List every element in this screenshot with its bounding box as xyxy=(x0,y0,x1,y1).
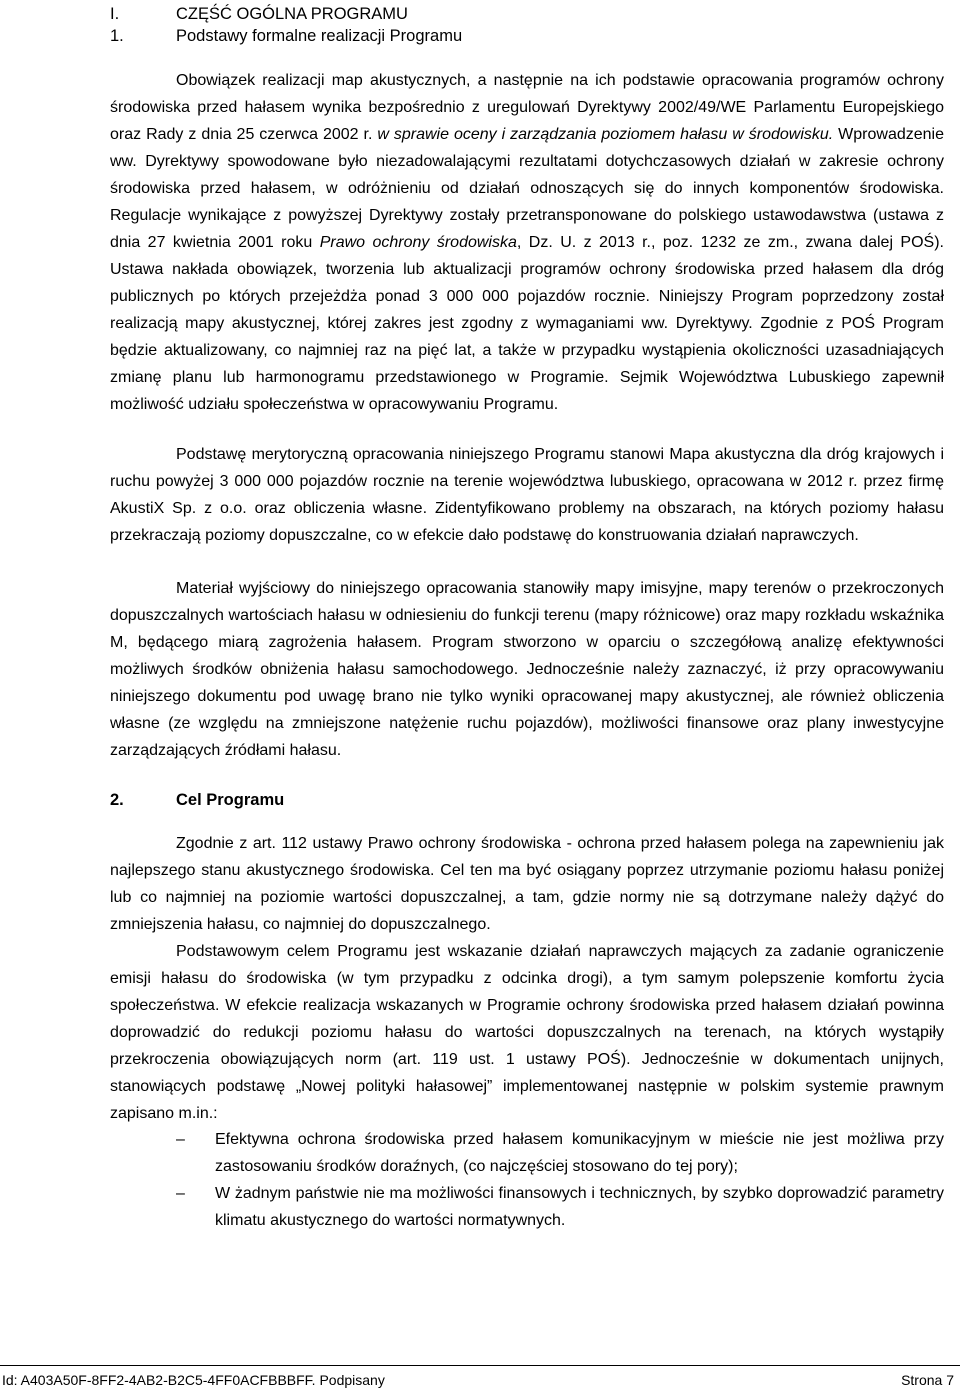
chapter-number: I. xyxy=(110,5,120,23)
section-2-heading xyxy=(110,789,284,811)
section-1-paragraph-2: Podstawę merytoryczną opracowania niniejszego Programu stanowi Mapa akustyczna dla dróg krajowych i ruchu powyżej 3 000 000 pojazdów rocznie na terenie województwa lubuskiego, opracowana w 2012 r. przez firmę AkustiX Sp. z o.o. oraz obliczenia własne. Zidentyfikowano problemy na obszarach, na których poziomy hałasu przekraczają poziomy dopuszczalne, co w efekcie dało podstawę do konstruowania działań naprawczych. xyxy=(110,446,944,544)
list-item: – Efektywna ochrona środowiska przed hałasem komunikacyjnym w mieście nie jest możliwa przy zastosowaniu środków doraźnych, (co najczęściej stosowano do tej pory); xyxy=(110,1126,944,1180)
page-footer xyxy=(0,1365,960,1395)
document-id: Id: A403A50F-8FF2-4AB2-B2C5-4FF0ACFBBBFF. Podpisany xyxy=(2,1372,385,1388)
section-2-paragraph-1: Zgodnie z art. 112 ustawy Prawo ochrony środowiska - ochrona przed hałasem polega na zapewnieniu jak najlepszego stanu akustycznego środowiska. Cel ten ma być osiągany poprzez utrzymanie poziomu hałasu poniżej lub co najmniej na poziomie wartości dopuszczalnej, a tam, gdzie normy nie są dotrzymane należy dążyć do zmniejszenia hałasu, co najmniej do dopuszczalnego. xyxy=(110,835,944,933)
dash-bullet: – xyxy=(176,1131,185,1148)
page-number: Strona 7 xyxy=(901,1372,954,1388)
section-2-number: 2. xyxy=(110,791,124,809)
section-2-list xyxy=(110,1126,944,1234)
section-2-title: Cel Programu xyxy=(176,791,285,809)
section-1-number: 1. xyxy=(110,27,124,45)
chapter-heading xyxy=(110,3,408,25)
section-2-paragraph-2: Podstawowym celem Programu jest wskazanie działań naprawczych mających za zadanie ograniczenie emisji hałasu do środowiska (w tym przypadku z odcinka drogi), a tym samym polepszenie komfortu życia społeczeństwa. W efekcie realizacja wskazanych w Programie ochrony środowiska przed hałasem działań powinna doprowadzić do redukcji poziomu hałasu do wartości dopuszczalnych na terenach, na których wystąpiły przekroczenia obowiązujących norm (art. 119 ust. 1 ustawy POŚ). Jednocześnie w dokumentach unijnych, stanowiących podstawę „Nowej polityki hałasowej” implementowanej następnie w polskim systemie prawnym zapisano m.in.: xyxy=(110,943,944,1122)
chapter-title: CZĘŚĆ OGÓLNA PROGRAMU xyxy=(176,5,408,23)
section-1-paragraph-3: Materiał wyjściowy do niniejszego opracowania stanowiły mapy imisyjne, mapy terenów o przekroczonych dopuszczalnych wartościach hałasu w odniesieniu do funkcji terenu (mapy różnicowe) oraz mapy rozkładu wskaźnika M, będącego miarą zagrożenia hałasem. Program stworzono w oparciu o szczegółową analizę efektywności możliwych środków obniżenia hałasu samochodowego. Jednocześnie należy zaznaczyć, iż przy opracowywaniu niniejszego dokumentu pod uwagę brano nie tylko wyniki opracowanej mapy akustycznej, ale również obliczenia własne (ze względu na zmniejszone natężenie ruchu pojazdów), możliwości finansowe oraz plany inwestycyjne zarządzających źródłami hałasu. xyxy=(110,580,944,759)
section-1-paragraph-1: Obowiązek realizacji map akustycznych, a następnie na ich podstawie opracowania programów ochrony środowiska przed hałasem wynika bezpośrednio z uregulowań Dyrektywy 2002/49/WE Parlamentu Europejskiego oraz Rady z dnia 25 czerwca 2002 r. w sprawie oceny i zarządzania poziomem hałasu w środowisku. Wprowadzenie ww. Dyrektywy spowodowane było niezadowalającymi rezultatami dotychczasowych działań w zakresie ochrony środowiska przed hałasem, w odróżnieniu od działań odnoszących się do innych komponentów środowiska. Regulacje wynikające z powyższej Dyrektywy zostały przetransponowane do polskiego ustawodawstwa (ustawa z dnia 27 kwietnia 2001 roku Prawo ochrony środowiska, Dz. U. z 2013 r., poz. 1232 ze zm., zwana dalej POŚ). Ustawa nakłada obowiązek, tworzenia lub aktualizacji programów ochrony środowiska przed hałasem dla dróg publicznych po których przejeżdża ponad 3 000 000 pojazdów rocznie. Niniejszy Program poprzedzony został realizacją mapy akustycznej, której zakres jest zgodny z wymaganiami ww. Dyrektywy. Zgodnie z POŚ Program będzie aktualizowany, co najmniej raz na pięć lat, a także w przypadku wystąpienia okoliczności uzasadniających zmianę planu lub harmonogramu przedstawionego w Programie. Sejmik Województwa Lubuskiego zapewnił możliwość udziału społeczeństwa w opracowywaniu Programu. xyxy=(110,72,945,413)
section-1-heading xyxy=(110,25,462,47)
dash-bullet: – xyxy=(176,1185,185,1202)
section-1-title: Podstawy formalne realizacji Programu xyxy=(176,27,463,45)
list-item: – W żadnym państwie nie ma możliwości finansowych i technicznych, by szybko doprowadzić parametry klimatu akustycznego do wartości normatywnych. xyxy=(110,1180,944,1234)
